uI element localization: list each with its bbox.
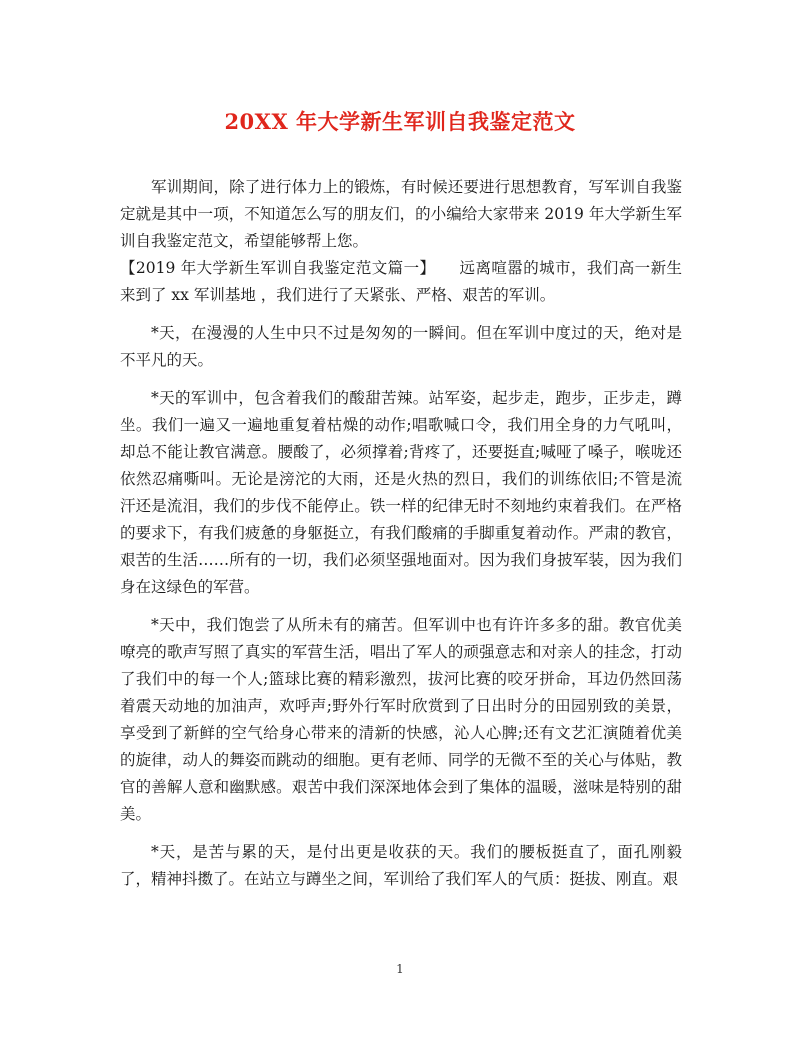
- section-heading-paragraph: 【2019 年大学新生军训自我鉴定范文篇一】 远离喧嚣的城市，我们高一新生来到了 xx 军训基地 ，我们进行了天紧张、严格、艰苦的军训。: [120, 259, 682, 304]
- intro-paragraph: 军训期间，除了进行体力上的锻炼，有时候还要进行思想教育，写军训自我鉴定就是其中一项，不知道怎么写的朋友们，的小编给大家带来 2019 年大学新生军训自我鉴定范文，希望能够帮上您。: [120, 178, 682, 250]
- body-paragraph: *天，在漫漫的人生中只不过是匆匆的一瞬间。但在军训中度过的天，绝对是不平凡的天。: [120, 324, 682, 369]
- body-paragraph: *天中，我们饱尝了从所未有的痛苦。但军训中也有许许多多的甜。教官优美嘹亮的歌声写照了真实的军营生活，唱出了军人的顽强意志和对亲人的挂念，打动了我们中的每一个人;篮球比赛的精彩激烈，拔河比赛的咬牙拼命，耳边仍然回荡着震天动地的加油声，欢呼声;野外行军时欣赏到了日出时分的田园别致的美景，享受到了新鲜的空气给身心带来的清新的快感，沁人心脾;还有文艺汇演随着优美的旋律，动人的舞姿而跳动的细胞。更有老师、同学的无微不至的关心与体贴，教官的善解人意和幽默感。艰苦中我们深深地体会到了集体的温暖，滋味是特别的甜美。: [120, 616, 682, 823]
- body-paragraph: *天，是苦与累的天，是付出更是收获的天。我们的腰板挺直了，面孔刚毅了，精神抖擞了。在站立与蹲坐之间，军训给了我们军人的气质：挺拔、刚直。艰: [120, 843, 682, 888]
- page-number: 1: [396, 962, 404, 976]
- document-title: 20XX 年大学新生军训自我鉴定范文: [224, 109, 576, 134]
- body-paragraph: *天的军训中，包含着我们的酸甜苦辣。站军姿，起步走，跑步，正步走，蹲坐。我们一遍又一遍地重复着枯燥的动作;唱歌喊口令，我们用全身的力气吼叫，却总不能让教官满意。腰酸了，必须撑着;背疼了，还要挺直;喊哑了嗓子，喉咙还依然忍痛嘶叫。无论是滂沱的大雨，还是火热的烈日，我们的训练依旧;不管是流汗还是流泪，我们的步伐不能停止。铁一样的纪律无时不刻地约束着我们。在严格的要求下，有我们疲惫的身躯挺立，有我们酸痛的手脚重复着动作。严肃的教官，艰苦的生活……所有的一切，我们必须坚强地面对。因为我们身披军装，因为我们身在这绿色的军营。: [120, 389, 682, 596]
- document-body: [120, 174, 682, 893]
